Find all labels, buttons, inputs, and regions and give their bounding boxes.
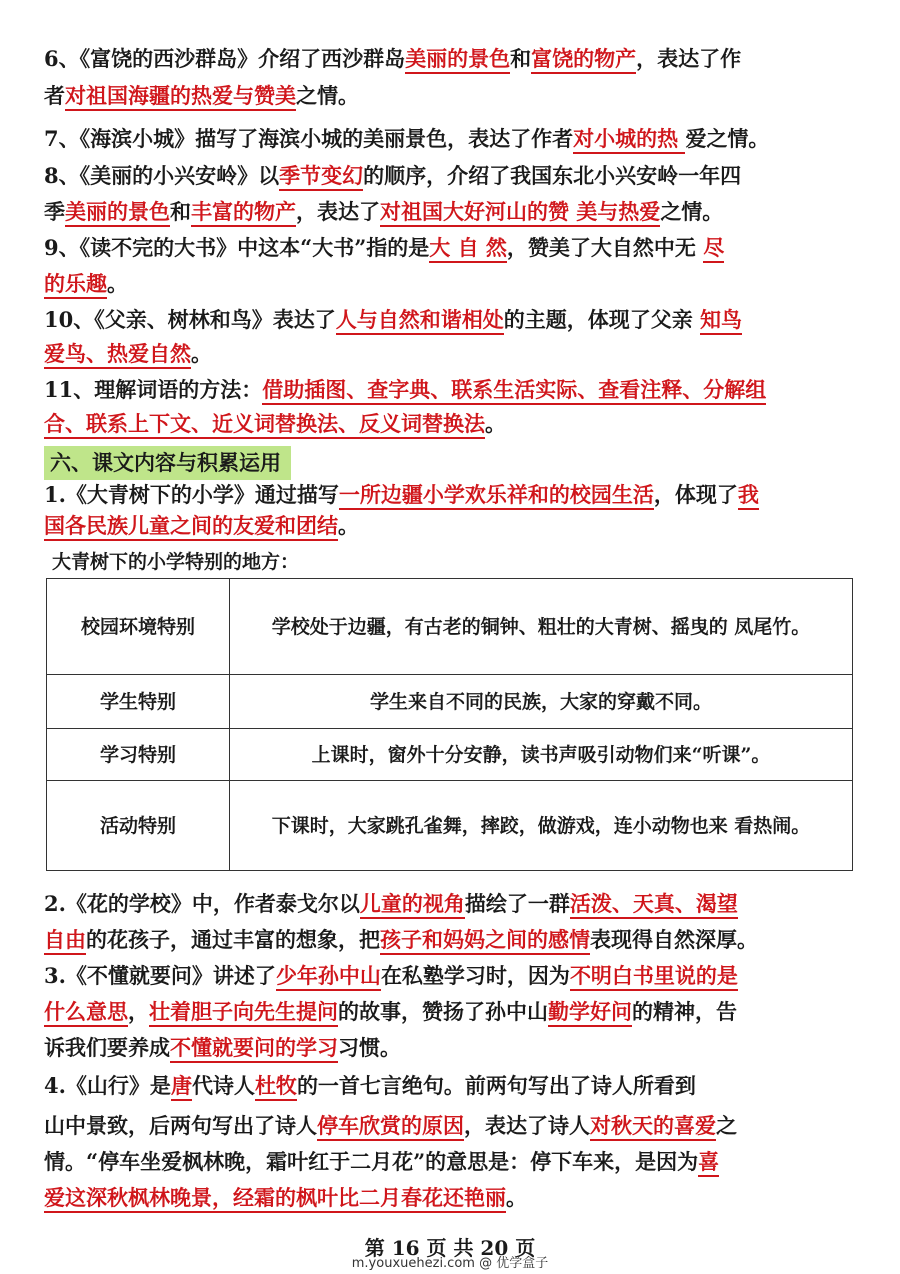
text: 。 — [485, 411, 506, 436]
section-item-1-line-1 — [44, 481, 870, 509]
text: 之 — [716, 1113, 737, 1138]
answer-text: 什么意思 — [44, 999, 128, 1027]
table-caption: 大青树下的小学特别的地方： — [52, 551, 300, 573]
item-c4-line-2 — [44, 1112, 870, 1140]
answer-text: 爱这深秋枫林晚景，经霜的枫叶比二月春花还艳丽 — [44, 1185, 506, 1213]
answer-text: 勤学好问 — [548, 999, 632, 1027]
page-number: 第 16 页 共 20 页 — [364, 1236, 536, 1260]
text: 3.《不懂就要问》讲述了 — [44, 963, 276, 988]
section-item-1-line-2 — [44, 512, 870, 540]
features-table — [46, 578, 853, 871]
row-label: 校园环境特别 — [47, 579, 230, 675]
answer-text: 美丽的景色 — [405, 46, 510, 74]
text: 7、《海滨小城》描写了海滨小城的美丽景色，表达了作者 — [44, 126, 574, 151]
answer-text: 丰富的物产 — [191, 199, 296, 227]
answer-text: 喜 — [698, 1149, 719, 1177]
answer-text: 合、联系上下文、近义词替换法、反义词替换法 — [44, 411, 485, 439]
text: 9、《读不完的大书》中这本“大书”指的是 — [44, 235, 430, 260]
text: 爱之情。 — [685, 126, 770, 151]
table-row — [47, 729, 853, 781]
text: 。 — [191, 341, 212, 366]
table-row — [47, 781, 853, 871]
text: 。 — [338, 513, 359, 538]
text: 和 — [170, 199, 191, 224]
answer-text: 对祖国海疆的热爱与赞美 — [65, 83, 296, 111]
text: 代诗人 — [191, 1073, 255, 1098]
item-c2-line-2 — [44, 926, 870, 954]
text: 者 — [44, 83, 65, 108]
answer-text: 国各民族儿童之间的友爱和团结 — [44, 513, 338, 541]
answer-text: 自由 — [44, 927, 86, 955]
item-9-line-2 — [44, 270, 870, 298]
answer-text: 知鸟 — [700, 307, 742, 335]
answer-text: 不明白书里说的是 — [570, 963, 738, 991]
text: 10、《父亲、树林和鸟》表达了 — [44, 307, 336, 332]
answer-text: 借助插图、查字典、联系生活实际、查看注释、分解组 — [262, 377, 766, 405]
text: 山中景致，后两句写出了诗人 — [44, 1113, 317, 1138]
answer-text: 儿童的视角 — [360, 891, 465, 919]
text: ，体现了 — [653, 482, 738, 507]
answer-text: 季节变幻 — [279, 163, 363, 191]
answer-text: 尽 — [703, 235, 724, 263]
answer-text: 活泼、天真、渴望 — [570, 891, 738, 919]
row-text: 学校处于边疆，有古老的铜钟、粗壮的大青树、摇曳的 凤尾竹。 — [230, 579, 853, 675]
text: 。 — [506, 1185, 527, 1210]
item-8-line-2 — [44, 198, 870, 226]
row-text: 下课时，大家跳孔雀舞，摔跤，做游戏，连小动物也来 看热闹。 — [230, 781, 853, 871]
item-11-line-1 — [44, 376, 870, 404]
text: 1.《大青树下的小学》通过描写 — [44, 482, 339, 507]
answer-text: 孩子和妈妈之间的感情 — [380, 927, 590, 955]
watermark: m.youxuehezi.com @ 优学盒子 — [351, 1256, 549, 1271]
item-c4-line-3 — [44, 1148, 870, 1176]
text: 8、《美丽的小兴安岭》以 — [44, 163, 280, 188]
item-10-line-1 — [44, 306, 870, 334]
text: 情。“停车坐爱枫林晚，霜叶红于二月花”的意思是：停下车来，是因为 — [44, 1149, 699, 1174]
text: 2.《花的学校》中，作者泰戈尔以 — [44, 891, 360, 916]
item-11-line-2 — [44, 410, 870, 438]
text: ，表达了 — [296, 199, 380, 224]
item-c4-line-1 — [44, 1072, 870, 1100]
answer-text: 我 — [738, 482, 759, 510]
text: 习惯。 — [338, 1035, 401, 1060]
table-row — [47, 579, 853, 675]
text: 和 — [510, 46, 532, 71]
text: ，赞美了大自然中无 — [506, 235, 704, 260]
item-6-line-2 — [44, 82, 870, 110]
answer-text: 杜牧 — [255, 1073, 297, 1101]
text: 之情。 — [660, 199, 724, 224]
item-7 — [44, 125, 870, 153]
text: 的故事，赞扬了孙中山 — [338, 999, 548, 1024]
answer-text: 大 自 然 — [429, 235, 507, 263]
row-text: 学生来自不同的民族，大家的穿戴不同。 — [230, 675, 853, 729]
row-label: 学习特别 — [47, 729, 230, 781]
table-row — [47, 675, 853, 729]
text: 表现得自然深厚。 — [590, 927, 758, 952]
text: 4.《山行》是 — [44, 1073, 171, 1098]
answer-text: 人与自然和谐相处 — [336, 307, 504, 335]
answer-text: 对秋天的喜爱 — [590, 1113, 716, 1141]
answer-text: 爱鸟、热爱自然 — [44, 341, 191, 369]
item-c2-line-1 — [44, 890, 870, 918]
item-c3-line-2 — [44, 998, 870, 1026]
item-9-line-1 — [44, 234, 870, 262]
answer-text: 壮着胆子向先生提问 — [149, 999, 338, 1027]
answer-text: 的乐趣 — [44, 271, 107, 299]
text: 的主题，体现了父亲 — [503, 307, 701, 332]
answer-text: 富饶的物产 — [531, 46, 636, 74]
text: 之情。 — [296, 83, 359, 108]
item-c3-line-1 — [44, 962, 870, 990]
answer-text: 少年孙中山 — [276, 963, 381, 991]
text: 的精神，告 — [632, 999, 737, 1024]
text: 在私塾学习时，因为 — [380, 963, 570, 988]
text: 的顺序，介绍了我国东北小兴安岭一年四 — [363, 163, 742, 188]
item-c4-line-4 — [44, 1184, 870, 1212]
row-text: 上课时，窗外十分安静，读书声吸引动物们来“听课”。 — [230, 729, 853, 781]
row-label: 学生特别 — [47, 675, 230, 729]
answer-text: 唐 — [171, 1073, 192, 1101]
item-c3-line-3 — [44, 1034, 870, 1062]
answer-text: 对祖国大好河山的赞 美与热爱 — [380, 199, 660, 227]
text: 11、理解词语的方法： — [44, 377, 263, 402]
answer-text: 对小城的热 — [573, 126, 685, 154]
text: 的一首七言绝句。前两句写出了诗人所看到 — [296, 1073, 696, 1098]
text: ，表达了诗人 — [464, 1113, 590, 1138]
text: 描绘了一群 — [464, 891, 570, 916]
answer-text: 美丽的景色 — [65, 199, 170, 227]
answer-text: 一所边疆小学欢乐祥和的校园生活 — [339, 482, 654, 510]
text: 。 — [107, 271, 128, 296]
row-label: 活动特别 — [47, 781, 230, 871]
answer-text: 停车欣赏的原因 — [317, 1113, 464, 1141]
section-heading: 六、课文内容与积累运用 — [44, 446, 291, 480]
item-8-line-1 — [44, 162, 870, 190]
answer-text: 不懂就要问的学习 — [170, 1035, 338, 1063]
text: ， — [128, 999, 149, 1024]
text: ，表达了作 — [636, 46, 742, 71]
text: 季 — [44, 199, 65, 224]
item-6-line-1 — [44, 45, 870, 73]
text: 诉我们要养成 — [44, 1035, 170, 1060]
item-10-line-2 — [44, 340, 870, 368]
text: 的花孩子，通过丰富的想象，把 — [86, 927, 380, 952]
text: 6、《富饶的西沙群岛》介绍了西沙群岛 — [44, 46, 406, 71]
